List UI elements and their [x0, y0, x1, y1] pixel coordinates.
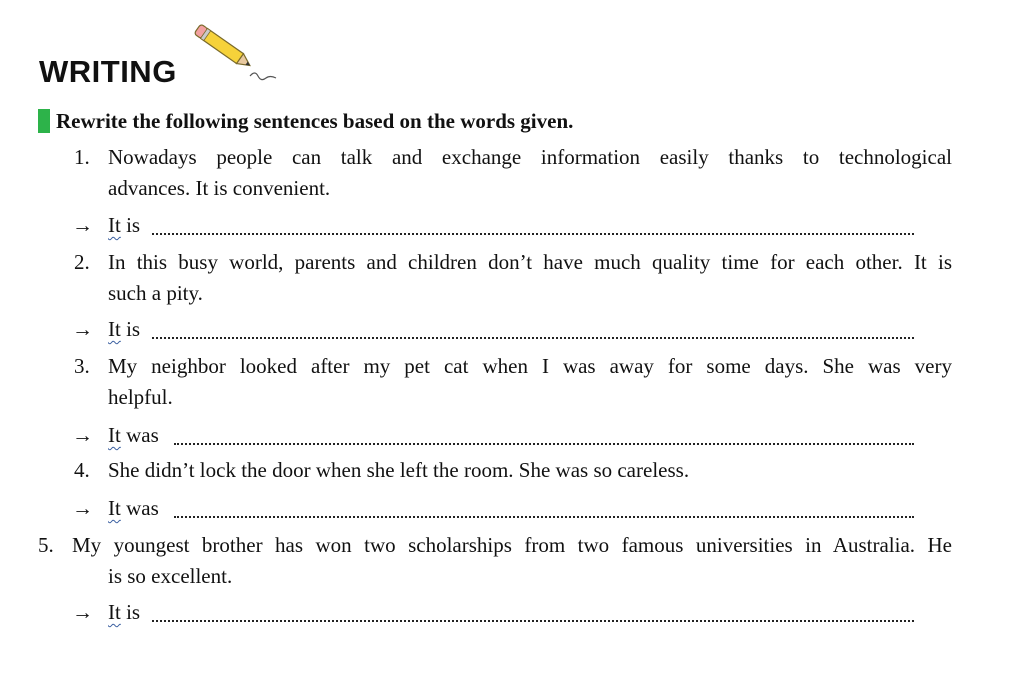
arrow-icon: → [72, 317, 93, 341]
question-line-1: Nowadays people can talk and exchange information easily thanks to technological [108, 145, 952, 169]
question-line-1: In this busy world, parents and children don’t have much quality time for each other. It is [108, 250, 952, 274]
question-number: 3. [74, 354, 90, 378]
question-4 [72, 455, 954, 486]
answer-stem [108, 420, 159, 450]
question-line-1: My neighbor looked after my pet cat when I was away for some days. She was very [108, 354, 952, 378]
question-3 [72, 351, 954, 413]
answer-blank[interactable] [152, 314, 914, 339]
answer-it: It [108, 600, 121, 624]
answer-it: It [108, 317, 121, 341]
answer-line-4[interactable] [72, 493, 914, 523]
arrow-icon: → [72, 600, 93, 624]
pencil-icon [192, 24, 282, 91]
answer-it: It [108, 423, 121, 447]
answer-line-3[interactable] [72, 420, 914, 450]
answer-verb: is [126, 317, 141, 341]
answer-it: It [108, 496, 121, 520]
answer-stem [108, 210, 140, 240]
question-number: 4. [74, 458, 90, 482]
answer-blank[interactable] [152, 210, 914, 235]
instruction [38, 106, 573, 136]
arrow-icon: → [72, 496, 93, 520]
question-line-1: My youngest brother has won two scholarships from two famous universities in Australia. He [72, 533, 952, 557]
section-heading: WRITING [39, 54, 177, 89]
question-line-2: is so excellent. [108, 564, 233, 588]
question-number: 1. [74, 145, 90, 169]
answer-verb: is [126, 600, 141, 624]
question-line-2: such a pity. [108, 281, 203, 305]
answer-blank[interactable] [174, 420, 914, 445]
arrow-icon: → [72, 423, 93, 447]
answer-line-5[interactable] [72, 597, 914, 627]
answer-verb: is [126, 213, 141, 237]
answer-stem [108, 314, 140, 344]
question-number: 5. [38, 533, 54, 557]
question-1 [72, 142, 954, 204]
arrow-icon: → [72, 213, 93, 237]
answer-line-2[interactable] [72, 314, 914, 344]
question-5 [38, 530, 954, 592]
answer-it: It [108, 213, 121, 237]
answer-stem [108, 493, 159, 523]
question-line-2: helpful. [108, 385, 173, 409]
answer-blank[interactable] [152, 597, 914, 622]
question-line-1: She didn’t lock the door when she left the room. She was so careless. [108, 458, 690, 482]
question-number: 2. [74, 250, 90, 274]
answer-verb: was [126, 423, 159, 447]
answer-stem [108, 597, 140, 627]
answer-line-1[interactable] [72, 210, 914, 240]
bullet-marker [38, 109, 50, 133]
question-2 [72, 247, 954, 309]
answer-blank[interactable] [174, 493, 914, 518]
instruction-text: Rewrite the following sentences based on the words given. [56, 109, 574, 133]
answer-verb: was [126, 496, 159, 520]
question-line-2: advances. It is convenient. [108, 176, 331, 200]
